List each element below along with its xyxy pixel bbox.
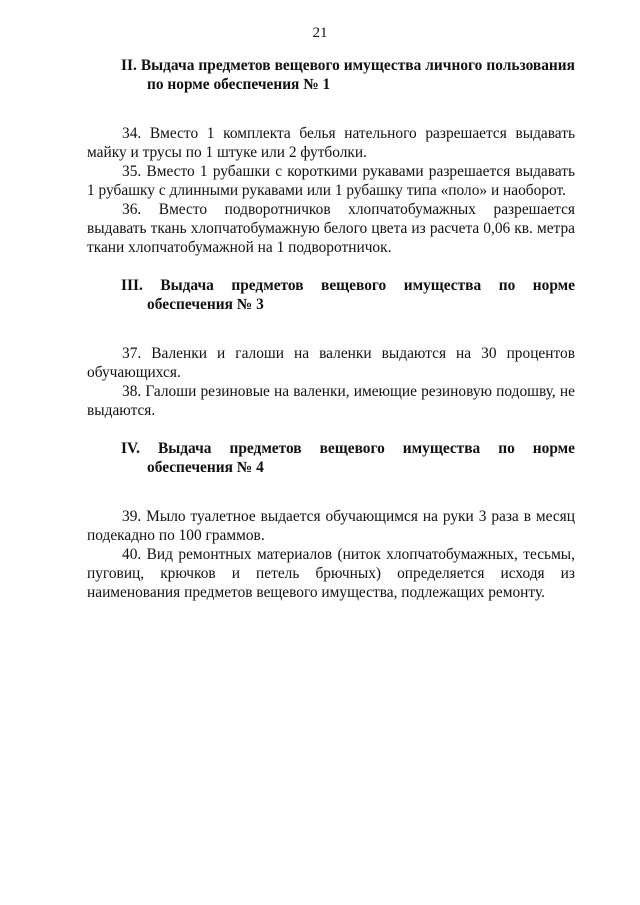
paragraph-38: 38. Галоши резиновые на валенки, имеющие резиновую подошву, не выдаются. [87,383,575,419]
section-heading-4: IV. Выдача предметов вещевого имущества по норме обеспечения № 4 [121,440,575,476]
paragraph-36: 36. Вместо подворотничков хлопчатобумажных разрешается выдавать ткань хлопчатобумажную белого цвета из расчета 0,06 кв. метра ткани хлопчатобумажной на 1 подворотничок. [87,201,575,256]
paragraph-40: 40. Вид ремонтных материалов (ниток хлопчатобумажных, тесьмы, пуговиц, крючков и петель брючных) определяется исходя из наименования предметов вещевого имущества, подлежащих ремонту. [87,546,575,601]
page-number: 21 [312,25,328,41]
document-body [87,56,575,602]
section-heading-2: II. Выдача предметов вещевого имущества личного пользования по норме обеспечения № 1 [121,57,575,93]
paragraph-34: 34. Вместо 1 комплекта белья нательного разрешается выдавать майку и трусы по 1 штуке или 2 футболки. [87,125,575,161]
paragraph-37: 37. Валенки и галоши на валенки выдаются на 30 процентов обучающихся. [87,345,575,381]
paragraph-35: 35. Вместо 1 рубашки с короткими рукавами разрешается выдавать 1 рубашку с длинными рукавами или 1 рубашку типа «поло» и наоборот. [87,163,575,199]
paragraph-39: 39. Мыло туалетное выдается обучающимся на руки 3 раза в месяц подекадно по 100 граммов. [87,508,575,544]
section-heading-3: III. Выдача предметов вещевого имущества по норме обеспечения № 3 [121,277,575,313]
